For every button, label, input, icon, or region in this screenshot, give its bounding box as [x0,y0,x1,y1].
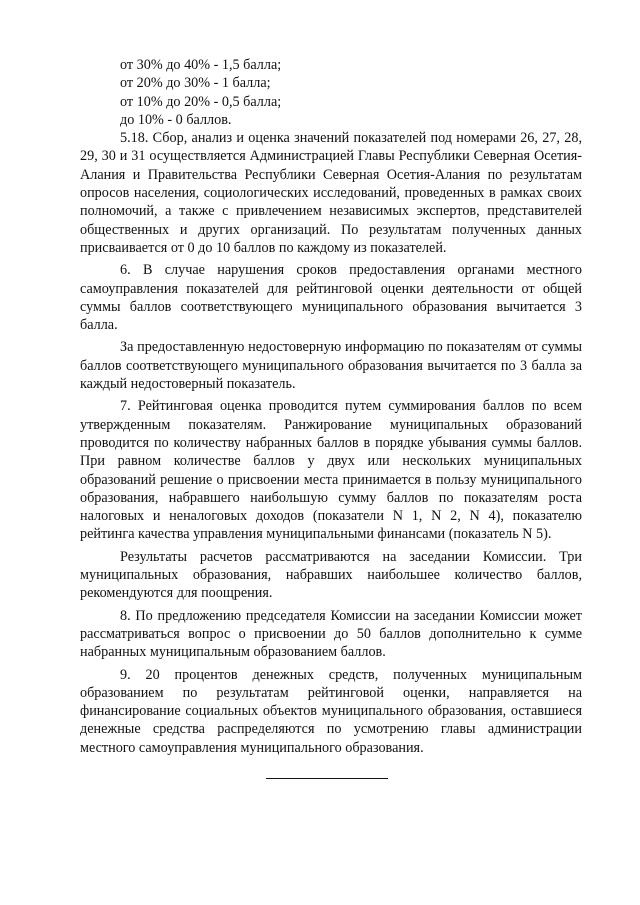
paragraph-invalid-info: За предоставленную недостоверную информацию по показателям от суммы баллов соответствующего муниципального образования вычитается по 3 балла за каждый недостоверный показатель. [80,339,582,393]
grading-line-under-10: до 10% - 0 баллов. [120,111,232,128]
grading-line-30-40: от 30% до 40% - 1,5 балла; [120,57,282,73]
paragraph-6: 6. В случае нарушения сроков предоставления органами местного самоуправления показателей для рейтинговой оценки деятельности от общей суммы баллов соответствующего муниципального образования вычитается 3 балла. [80,262,582,334]
end-of-document-rule [266,778,388,779]
paragraph-results: Результаты расчетов рассматриваются на заседании Комиссии. Три муниципальных образования, набравших наибольшее количество баллов, рекомендуются для поощрения. [80,548,582,602]
grading-line-20-30: от 20% до 30% - 1 балла; [120,75,271,92]
grading-scale-list [80,56,582,129]
document-body [80,56,582,757]
paragraph-7: 7. Рейтинговая оценка проводится путем суммирования баллов по всем утвержденным показателям. Ранжирование муниципальных образований проводится по количеству набранных баллов в порядке убывания суммы баллов. При равном количестве баллов у двух или нескольких муниципальных образований решение о присвоении места принимается в пользу муниципального образования, набравшего наибольшую сумму баллов по показателям роста налоговых и неналоговых доходов (показатели N 1, N 2, N 4), показателю рейтинга качества управления муниципальными финансами (показатель N 5). [80,398,582,543]
paragraph-9: 9. 20 процентов денежных средств, полученных муниципальным образованием по результатам рейтинговой оценки, направляется на финансирование социальных объектов муниципального образования, оставшиеся денежные средства распределяются по усмотрению главы администрации местного самоуправления муниципального образования. [80,666,582,756]
grading-line-10-20: от 10% до 20% - 0,5 балла; [120,93,282,110]
paragraph-5-18: 5.18. Сбор, анализ и оценка значений показателей под номерами 26, 27, 28, 29, 30 и 31 осуществляется Администрацией Главы Республики Северная Осетия-Алания и Правительства Республики Северная Осетия-Алания по результатам опросов населения, социологических исследований, проведенных в рамках своих полномочий, а также с привлечением независимых экспертов, представителей общественных и других организаций. По результатам полученных данных присваивается от 0 до 10 баллов по каждому из показателей. [80,130,582,256]
paragraph-8: 8. По предложению председателя Комиссии на заседании Комиссии может рассматриваться вопрос о присвоении до 50 баллов дополнительно к сумме набранных муниципальным образованием баллов. [80,607,582,661]
